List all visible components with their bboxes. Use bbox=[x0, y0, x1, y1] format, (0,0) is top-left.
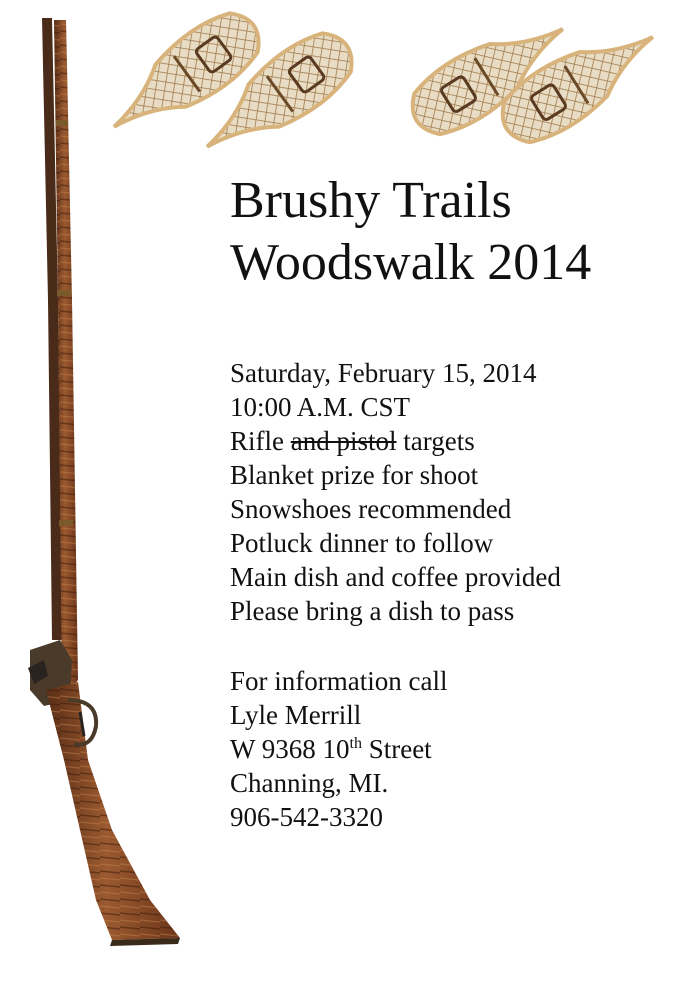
event-snowshoes: Snowshoes recommended bbox=[230, 494, 512, 524]
event-title-line1: Brushy Trails bbox=[230, 172, 512, 229]
event-prize: Blanket prize for shoot bbox=[230, 460, 479, 490]
contact-phone: 906-542-3320 bbox=[230, 802, 383, 832]
event-time: 10:00 A.M. CST bbox=[230, 392, 411, 422]
contact-info bbox=[230, 664, 447, 834]
event-title-line2: Woodswalk 2014 bbox=[230, 234, 592, 291]
event-details bbox=[230, 356, 561, 628]
targets-struck-text: and pistol bbox=[290, 426, 397, 456]
targets-prefix: Rifle bbox=[230, 426, 284, 456]
contact-intro: For information call bbox=[230, 666, 448, 696]
contact-address bbox=[230, 732, 447, 766]
event-potluck: Potluck dinner to follow bbox=[230, 528, 494, 558]
address-number: W 9368 10 bbox=[230, 734, 350, 764]
targets-suffix: targets bbox=[403, 426, 475, 456]
address-ordinal: th bbox=[349, 735, 362, 752]
event-title bbox=[230, 170, 591, 294]
event-bring-dish: Please bring a dish to pass bbox=[230, 596, 515, 626]
contact-name: Lyle Merrill bbox=[230, 700, 362, 730]
flintlock-rifle-icon bbox=[28, 18, 180, 946]
event-date: Saturday, February 15, 2014 bbox=[230, 358, 537, 388]
contact-city: Channing, MI. bbox=[230, 768, 389, 798]
address-street: Street bbox=[368, 734, 432, 764]
event-targets bbox=[230, 424, 561, 458]
event-provided: Main dish and coffee provided bbox=[230, 562, 561, 592]
